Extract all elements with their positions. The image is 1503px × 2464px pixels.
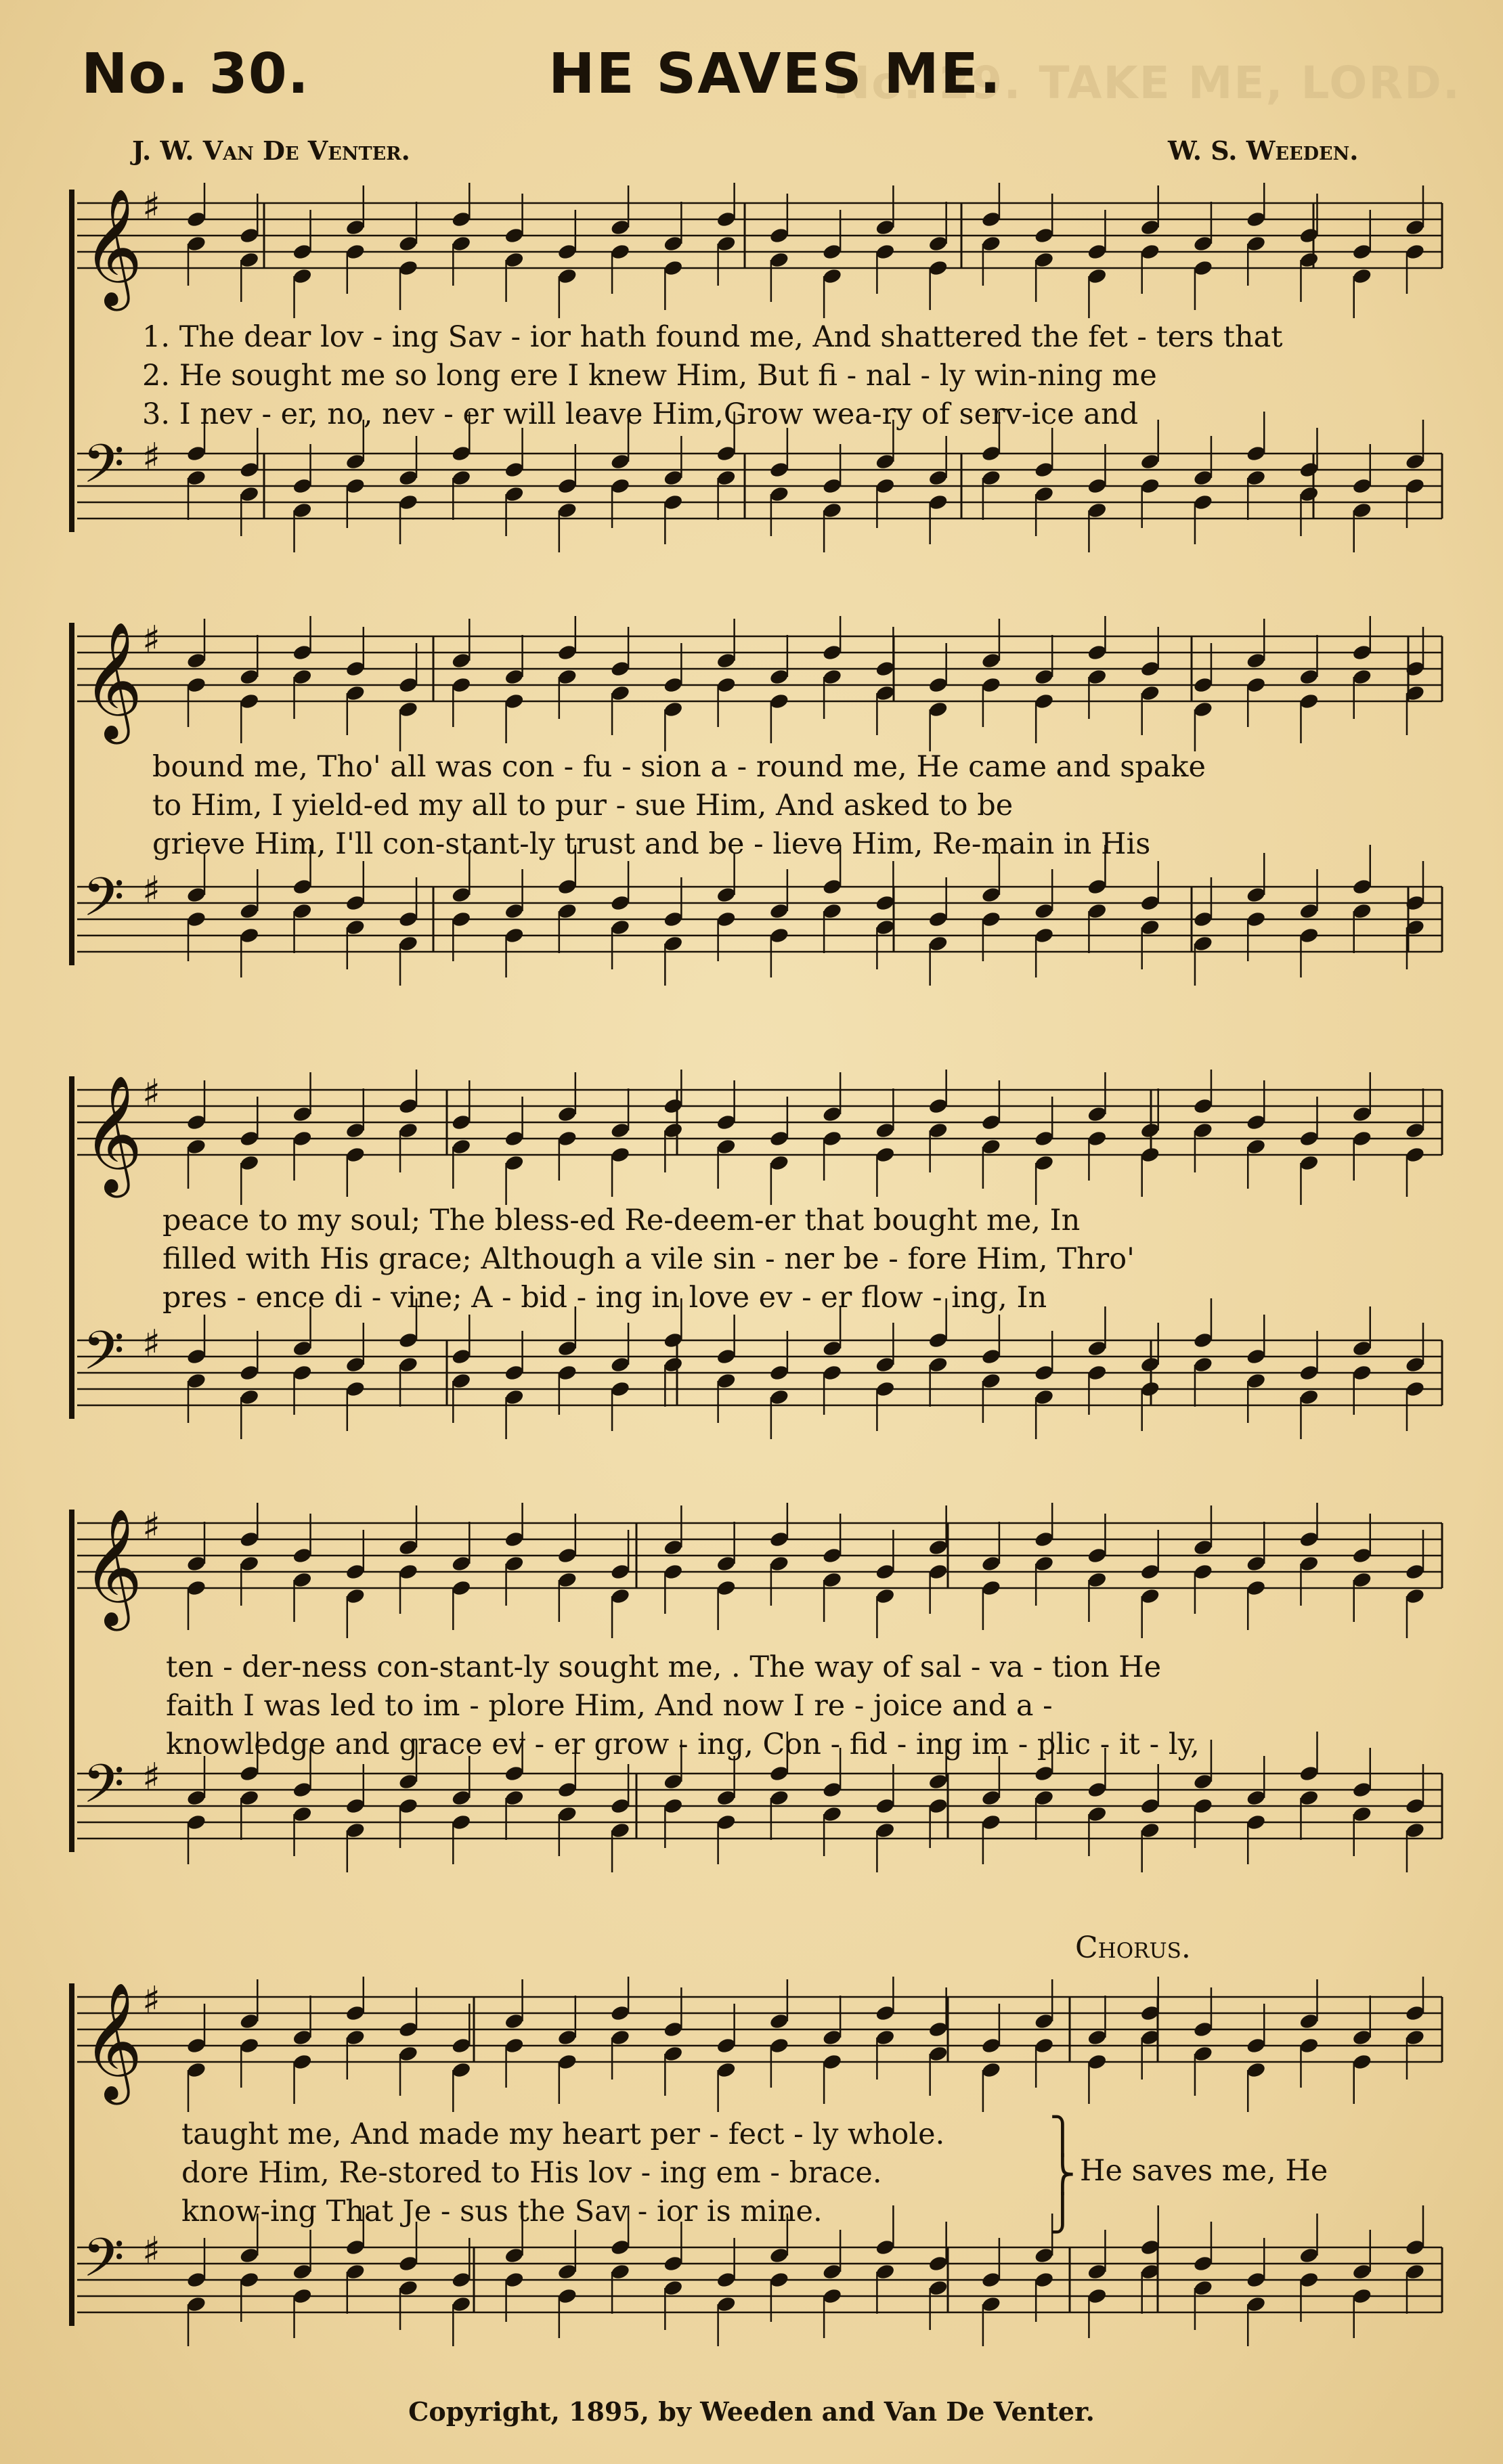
treble-clef-icon: 𝄞 [83,1508,143,1626]
bass-clef-icon: 𝄢 [83,2226,125,2302]
treble-clef-icon: 𝄞 [83,621,143,739]
verse-brace: ⎫ ⎬ ⎭ [1049,2116,1076,2234]
lyric-line: grieve Him, I'll con-stant-ly trust and be - lieve Him, Re-main in His [152,827,1151,861]
lyricist-credit: J. W. Van De Venter. [132,135,410,166]
hymn-number: No. 30. [81,42,309,106]
sharp-icon: ♯ [142,1072,161,1116]
lyric-line: to Him, I yield-ed my all to pur - sue Him, And asked to be [152,789,1014,822]
lyric-line: faith I was led to im - plore Him, And now I re - joice and a - [166,1689,1053,1723]
lyric-line: know-ing That Je - sus the Sav - ior is mine. [181,2195,823,2228]
sharp-icon: ♯ [142,868,161,912]
bleed-through-text: No. 29. TAKE ME, LORD. [833,57,1462,109]
lyric-line: 1. The dear lov - ing Sav - ior hath found me, And shattered the fet - ters that [142,320,1283,354]
bass-clef-icon: 𝄢 [83,1319,125,1395]
sharp-icon: ♯ [142,2229,161,2273]
sharp-icon: ♯ [142,1505,161,1549]
lyric-line: knowledge and grace ev - er grow - ing, Con - fid - ing im - plic - it - ly, [166,1728,1200,1761]
sharp-icon: ♯ [142,618,161,662]
treble-clef-icon: 𝄞 [83,1982,143,2100]
lyric-line: taught me, And made my heart per - fect - ly whole. [181,2117,945,2151]
treble-clef-icon: 𝄞 [83,1075,143,1193]
bass-clef-icon: 𝄢 [83,866,125,942]
copyright-notice: Copyright, 1895, by Weeden and Van De Venter. [408,2396,1095,2427]
lyric-line: filled with His grace; Although a vile sin - ner be - fore Him, Thro' [162,1242,1135,1276]
lyric-line: dore Him, Re-stored to His lov - ing em - brace. [181,2156,882,2190]
lyric-line: ten - der-ness con-stant-ly sought me, . The way of sal - va - tion He [166,1650,1162,1684]
lyrics-block-3 [162,1202,1503,1317]
lyric-line: pres - ence di - vine; A - bid - ing in love ev - er flow - ing, In [162,1281,1047,1315]
hymn-title: HE SAVES ME. [548,42,1002,106]
lyric-line: 3. I nev - er, no, nev - er will leave Him,Grow wea-ry of serv-ice and [142,397,1139,431]
lyrics-block-4 [166,1648,1503,1764]
bass-clef-icon: 𝄢 [83,1753,125,1828]
chorus-label: Chorus. [1075,1931,1191,1965]
lyric-line: bound me, Tho' all was con - fu - sion a - round me, He came and spake [152,750,1206,784]
sharp-icon: ♯ [142,1322,161,1366]
lyrics-block-2 [152,748,1503,864]
lyric-line: 2. He sought me so long ere I knew Him, But fi - nal - ly win-ning me [142,359,1157,393]
sharp-icon: ♯ [142,1755,161,1799]
bass-clef-icon: 𝄢 [83,433,125,508]
composer-credit: W. S. Weeden. [1168,135,1359,166]
sharp-icon: ♯ [142,185,161,229]
lyrics-block-1 [142,318,1503,434]
treble-clef-icon: 𝄞 [83,188,143,306]
sharp-icon: ♯ [142,435,161,479]
chorus-words: He saves me, He [1080,2154,1328,2188]
lyric-line: peace to my soul; The bless-ed Re-deem-er that bought me, In [162,1204,1081,1237]
sharp-icon: ♯ [142,1979,161,2023]
